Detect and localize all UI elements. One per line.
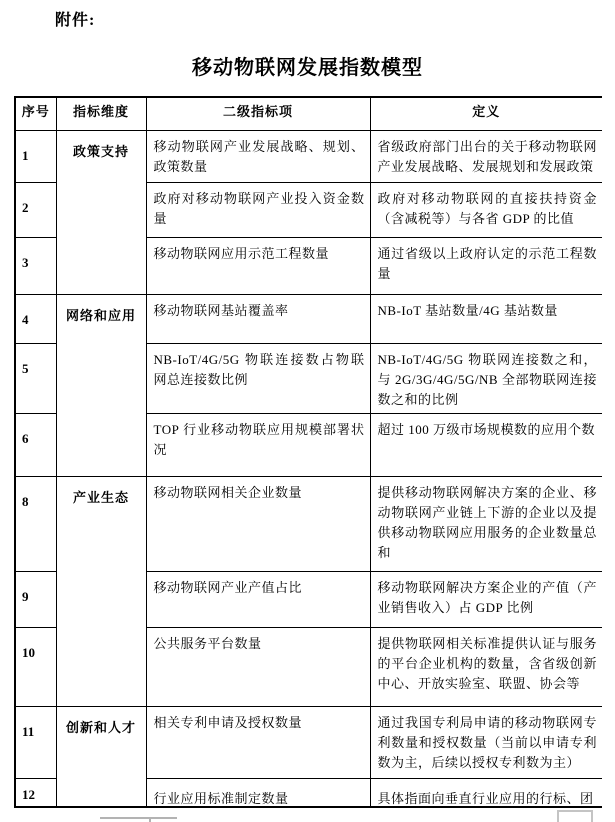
row-indicator: 移动物联网相关企业数量 xyxy=(146,476,370,571)
row-definition: NB-IoT/4G/5G 物联网连接数之和，与 2G/3G/4G/5G/NB 全部物联网连接数之和的比例 xyxy=(370,343,602,413)
row-serial: 5 xyxy=(15,343,56,413)
row-definition: 通过我国专利局申请的移动物联网专利数量和授权数量（当前以申请专利数为主，后续以授权专利数为主） xyxy=(370,706,602,778)
row-serial: 6 xyxy=(15,413,56,476)
row-definition: 超过 100 万级市场规模数的应用个数 xyxy=(370,413,602,476)
row-indicator: 移动物联网应用示范工程数量 xyxy=(146,237,370,294)
row-definition: NB-IoT 基站数量/4G 基站数量 xyxy=(370,294,602,343)
row-serial: 4 xyxy=(15,294,56,343)
dimension-cell-network: 网络和应用 xyxy=(56,294,146,476)
row-serial: 3 xyxy=(15,237,56,294)
attachment-label: 附件: xyxy=(55,12,96,29)
table-row xyxy=(15,294,602,343)
row-definition: 具体指面向垂直行业应用的行标、团 xyxy=(370,778,602,808)
row-definition: 省级政府部门出台的关于移动物联网产业发展战略、发展规划和发展政策 xyxy=(370,130,602,182)
row-indicator: 移动物联网产业发展战略、规划、政策数量 xyxy=(146,130,370,182)
table-row xyxy=(15,130,602,182)
header-dimension: 指标维度 xyxy=(56,97,146,130)
table-row xyxy=(15,706,602,778)
header-indicator: 二级指标项 xyxy=(146,97,370,130)
row-definition: 通过省级以上政府认定的示范工程数量 xyxy=(370,237,602,294)
header-serial: 序号 xyxy=(15,97,56,130)
row-definition: 政府对移动物联网的直接扶持资金（含减税等）与各省 GDP 的比值 xyxy=(370,182,602,237)
row-indicator: 移动物联网基站覆盖率 xyxy=(146,294,370,343)
next-page-fragment xyxy=(557,810,593,822)
next-page-fragment xyxy=(100,817,177,819)
dimension-cell-industry: 产业生态 xyxy=(56,476,146,706)
row-indicator: 移动物联网产业产值占比 xyxy=(146,571,370,627)
row-definition: 提供移动物联网解决方案的企业、移动物联网产业链上下游的企业以及提供移动物联网应用服务的企业数量总和 xyxy=(370,476,602,571)
table-header-row xyxy=(15,97,602,130)
row-indicator: 政府对移动物联网产业投入资金数量 xyxy=(146,182,370,237)
row-serial: 9 xyxy=(15,571,56,627)
table-clip-region xyxy=(14,96,602,808)
next-page-fragment xyxy=(149,817,151,822)
row-indicator: 相关专利申请及授权数量 xyxy=(146,706,370,778)
row-indicator: 行业应用标准制定数量 xyxy=(146,778,370,808)
row-definition: 提供物联网相关标准提供认证与服务的平台企业机构的数量，含省级创新中心、开放实验室、联盟、协会等 xyxy=(370,627,602,706)
row-definition: 移动物联网解决方案企业的产值（产业销售收入）占 GDP 比例 xyxy=(370,571,602,627)
dimension-cell-policy: 政策支持 xyxy=(56,130,146,294)
row-indicator: 公共服务平台数量 xyxy=(146,627,370,706)
row-indicator: NB-IoT/4G/5G 物联连接数占物联网总连接数比例 xyxy=(146,343,370,413)
index-model-table xyxy=(14,96,602,808)
row-serial: 1 xyxy=(15,130,56,182)
row-serial: 11 xyxy=(15,706,56,778)
page-title: 移动物联网发展指数模型 xyxy=(192,57,423,79)
dimension-cell-innovation: 创新和人才 xyxy=(56,706,146,808)
row-serial: 2 xyxy=(15,182,56,237)
row-indicator: TOP 行业移动物联应用规模部署状况 xyxy=(146,413,370,476)
table-row xyxy=(15,476,602,571)
row-serial: 8 xyxy=(15,476,56,571)
row-serial: 12 xyxy=(15,778,56,808)
header-definition: 定义 xyxy=(370,97,602,130)
row-serial: 10 xyxy=(15,627,56,706)
